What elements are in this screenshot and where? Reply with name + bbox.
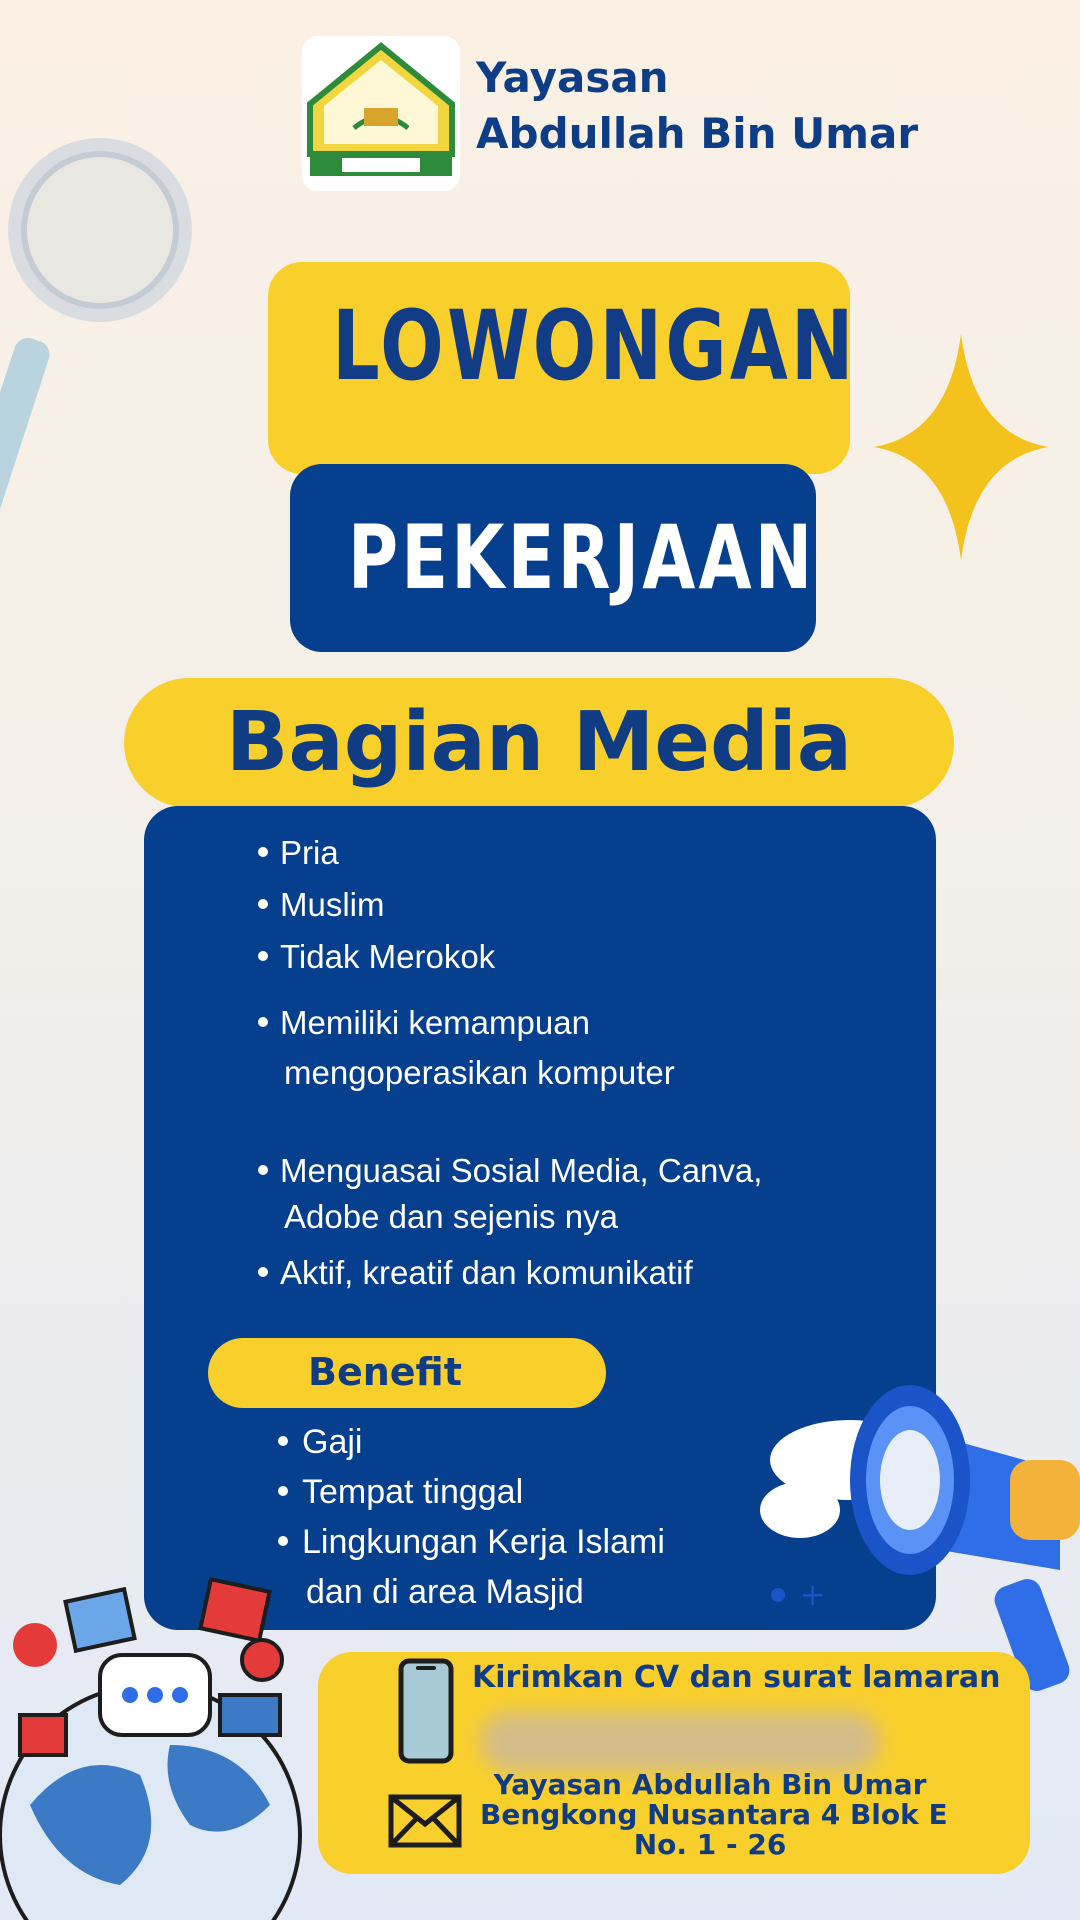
- address-line3: No. 1 - 26: [633, 1828, 787, 1861]
- org-name-line1: Yayasan: [476, 53, 669, 102]
- headline-pekerjaan: PEKERJAAN: [347, 506, 816, 609]
- list-item: Pria: [258, 830, 339, 875]
- address-line2: Bengkong Nusantara 4 Blok E: [480, 1798, 948, 1831]
- benefit-title: Benefit: [308, 1350, 462, 1394]
- sparkle-icon: [874, 334, 1048, 560]
- svg-text:+: +: [800, 1578, 826, 1613]
- list-item-continuation: dan di area Masjid: [306, 1573, 584, 1611]
- list-item: Aktif, kreatif dan komunikatif: [258, 1250, 693, 1295]
- headline-lowongan: LOWONGAN: [332, 290, 857, 402]
- magnifier-icon: [0, 130, 200, 550]
- redacted-contact: [480, 1712, 880, 1772]
- position-title: Bagian Media: [225, 695, 853, 790]
- megaphone-icon: [760, 1370, 1080, 1700]
- logo: [302, 36, 460, 191]
- organization-name: [476, 50, 918, 162]
- envelope-icon: [388, 1794, 462, 1848]
- list-item: Tempat tinggal: [278, 1468, 523, 1517]
- logo-emblem: [302, 36, 460, 191]
- list-item: Lingkungan Kerja Islami: [278, 1518, 665, 1567]
- list-item-continuation: mengoperasikan komputer: [284, 1054, 675, 1091]
- address-line1: Yayasan Abdullah Bin Umar: [493, 1768, 927, 1801]
- list-item-continuation: Adobe dan sejenis nya: [284, 1198, 618, 1235]
- cv-instruction: Kirimkan CV dan surat lamaran: [472, 1660, 1001, 1695]
- list-item: Muslim: [258, 882, 385, 927]
- list-item: Memiliki kemampuan: [258, 1000, 590, 1045]
- list-item: Gaji: [278, 1418, 362, 1467]
- phone-icon: [398, 1658, 454, 1764]
- list-item: Menguasai Sosial Media, Canva,: [258, 1148, 762, 1193]
- address: [480, 1768, 948, 1861]
- globe-social-icon: [0, 1545, 320, 1920]
- org-name-line2: Abdullah Bin Umar: [476, 109, 919, 158]
- list-item: Tidak Merokok: [258, 934, 495, 979]
